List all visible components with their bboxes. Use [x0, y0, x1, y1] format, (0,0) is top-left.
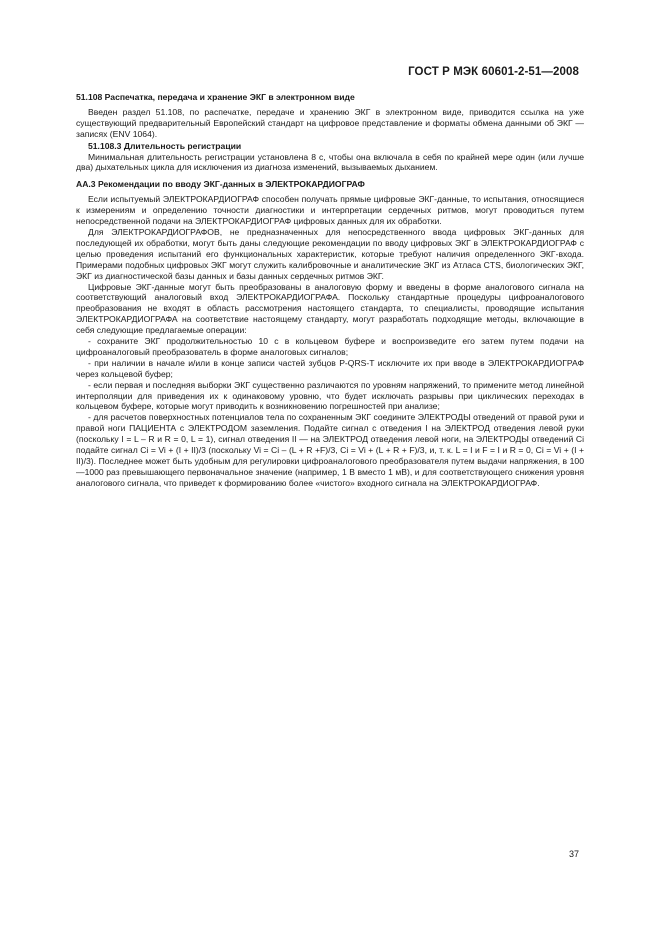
page-number: 37 [568, 849, 579, 859]
list-item-surface-potentials: - для расчетов поверхностных потенциалов тела по сохраненным ЭКГ соедините ЭЛЕКТРОДЫ отведений от правой руки и правой ноги ПАЦИЕНТА с ЭЛЕКТРОДОМ заземления. Подайте сигнал с отведения I на ЭЛЕКТРОД отведения левой руки (поскольку I = L – R и R = 0, L = 1), сигнал отведения II — на ЭЛЕКТРОД отведения левой ноги, на ЭЛЕКТРОДЫ отведений Ci подайте сигнал Ci = Vi + (I + II)/3 (поскольку Vi = Ci – (L + R +F)/3, Ci = Vi + (L + R + F)/3, и, т. к. L = I и F = I и R = 0, Ci = Vi + (I + II)/3). Последнее может быть удобным для регулировки цифроаналогового преобразователя путем выдачи напряжения, в 100—1000 раз превышающего первоначальное значение (например, 1 В вместо 1 мВ), и для соответствующего снижения уровня аналогового сигнала, что приведет к формированию более «чистого» входного сигнала на ЭЛЕКТРОКАРДИОГРАФ. [76, 412, 584, 488]
paragraph-analog-conversion: Цифровые ЭКГ-данные могут быть преобразованы в аналоговую форму и введены в форме аналогового сигнала на соответствующий аналоговый вход ЭЛЕКТРОКАРДИОГРАФА. Поскольку стандартные процедуры цифроаналогового преобразования не входят в область рассмотрения настоящего стандарта, то специалисты, проводящие испытания ЭЛЕКТРОКАРДИОГРАФА на соответствие настоящему стандарту, могут разработать подходящие методы, включающие в себя следующие предлагаемые операции: [76, 281, 584, 336]
paragraph-51-108-intro: Введен раздел 51.108, по распечатке, передаче и хранению ЭКГ в электронном виде, приводится ссылка на уже существующий предварительный Европейский стандарт на цифровое представление и форматы обмена данными об ЭКГ — записях (ENV 1064). [76, 106, 584, 139]
section-heading-51-108: 51.108 Распечатка, передача и хранение ЭКГ в электронном виде [76, 92, 355, 102]
paragraph-registration-duration: Минимальная длительность регистрации установлена 8 с, чтобы она включала в себя по крайней мере один (или лучше два) дыхательных цикла для исключения из диагноза изменений, вызываемых дыханием. [76, 151, 584, 173]
paragraph-non-digital-devices: Для ЭЛЕКТРОКАРДИОГРАФОВ, не предназначенных для непосредственного ввода цифровых ЭКГ-данных для последующей их обработки, могут быть даны следующие рекомендации по вводу цифровых ЭКГ в ЭЛЕКТРОКАРДИОГРАФ с целью проведения испытаний его функциональных характеристик, которые требуют наличия определенного ЭКГ-входа. Примерами подобных цифровых ЭКГ могут служить калибровочные и аналитические ЭКГ из Атласа CTS, биологических ЭКГ, ЭКГ из диагностической базы данных и базы данных сердечных ритмов ЭКГ. [76, 226, 584, 281]
section-heading-aa-3: АА.3 Рекомендации по вводу ЭКГ-данных в ЭЛЕКТРОКАРДИОГРАФ [76, 179, 365, 190]
list-item-exclude-waves: - при наличии в начале и/или в конце записи частей зубцов P-QRS-T исключите их при вводе в ЭЛЕКТРОКАРДИОГРАФ через кольцевой буфер; [76, 357, 584, 379]
subsection-heading-51-108-3: 51.108.3 Длительность регистрации [88, 140, 242, 151]
document-header: ГОСТ Р МЭК 60601-2-51—2008 [408, 66, 579, 78]
paragraph-digital-input: Если испытуемый ЭЛЕКТРОКАРДИОГРАФ способен получать прямые цифровые ЭКГ-данные, то испытания, относящиеся к измерениям и определению точности диагностики и интерпретации сердечных ритмов, могут проводиться путем непосредственной подачи на ЭЛЕКТРОКАРДИОГРАФ цифровых данных для их обработки. [76, 194, 584, 227]
list-item-ring-buffer: - сохраните ЭКГ продолжительностью 10 с в кольцевом буфере и воспроизведите его затем путем подачи на цифроаналоговый преобразователь в форме аналоговых сигналов; [76, 336, 584, 357]
document-body [76, 92, 584, 489]
list-item-interpolation: - если первая и последняя выборки ЭКГ существенно различаются по уровням напряжений, то примените метод линейной интерполяции для приведения их к одинаковому уровню, что будет исключать разрывы при циклических переходах в кольцевом буфере, которые могут приводить к возникновению погрешностей при анализе; [76, 379, 584, 412]
